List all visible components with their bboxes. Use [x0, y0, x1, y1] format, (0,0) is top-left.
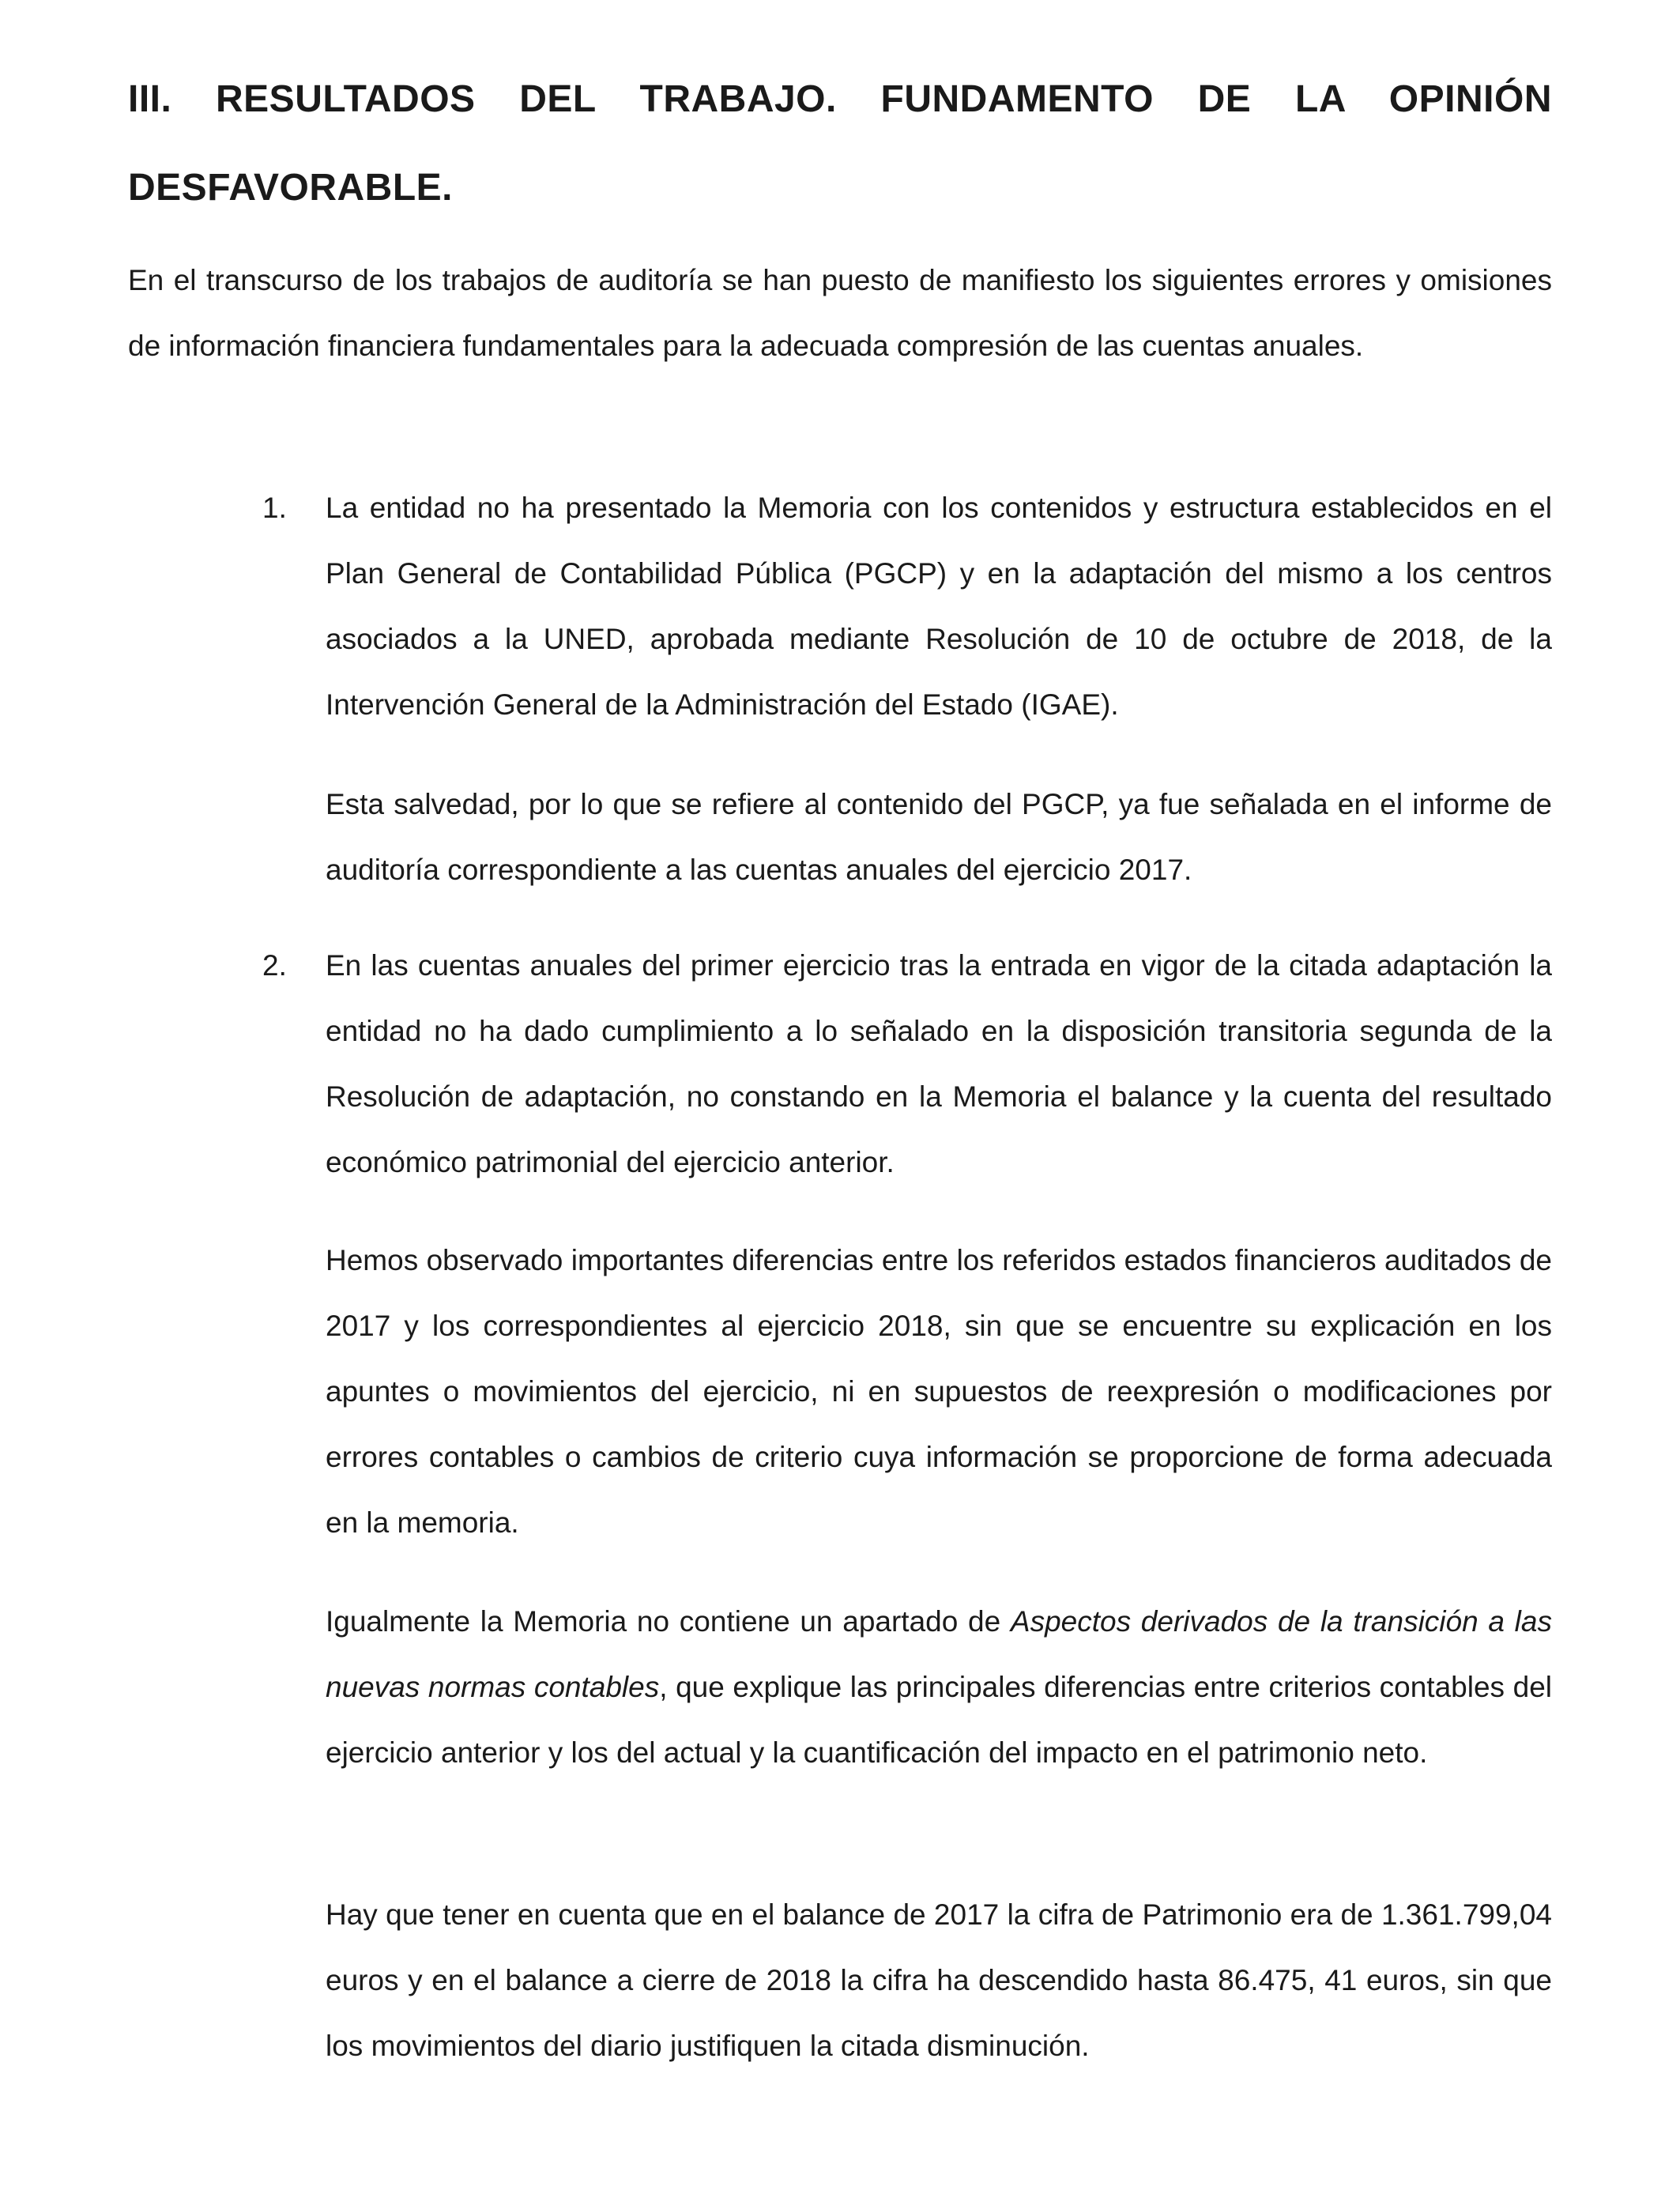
item-2-paragraph-4: Hay que tener en cuenta que en el balance de 2017 la cifra de Patrimonio era de 1.361.799,04 euros y en el balance a cierre de 2018 la cifra ha descendido hasta 86.475, 41 euros, sin que los movimientos del diario justifiquen la citada disminución. — [326, 1898, 1552, 2062]
heading-line-2: DESFAVORABLE. — [128, 167, 453, 209]
para3-after: , que explique las principales diferencias entre criterios contables del ejercicio anterior y los del actual y la cuantificación del impacto en el patrimonio neto. — [326, 1671, 1552, 1769]
list-item-2-paragraph-3-block — [326, 1589, 1552, 1785]
item-2-paragraph-3 — [326, 1589, 1552, 1785]
list-item-1 — [262, 475, 1552, 737]
para3-before: Igualmente la Memoria no contiene un apartado de — [326, 1605, 1011, 1638]
item-1-paragraph-2: Esta salvedad, por lo que se refiere al contenido del PGCP, ya fue señalada en el informe de auditoría correspondiente a las cuentas anuales del ejercicio 2017. — [326, 788, 1552, 886]
list-item-2-paragraph-2-block — [326, 1227, 1552, 1555]
list-item-number: 1. — [262, 492, 287, 524]
item-2-paragraph-2: Hemos observado importantes diferencias entre los referidos estados financieros auditados de 2017 y los correspondientes al ejercicio 2018, sin que se encuentre su explicación en los apuntes o movimientos del ejercicio, ni en supuestos de reexpresión o modificaciones por errores contables o cambios de criterio cuya información se proporcione de forma adecuada en la memoria. — [326, 1244, 1552, 1539]
heading-line-1: III. RESULTADOS DEL TRABAJO. FUNDAMENTO DE LA OPINIÓN — [128, 78, 1552, 120]
item-2-paragraph-1: En las cuentas anuales del primer ejercicio tras la entrada en vigor de la citada adaptación la entidad no ha dado cumplimiento a lo señalado en la disposición transitoria segunda de la Resolución de adaptación, no constando en la Memoria el balance y la cuenta del resultado económico patrimonial del ejercicio anterior. — [326, 949, 1552, 1178]
intro-paragraph: En el transcurso de los trabajos de auditoría se han puesto de manifiesto los siguientes errores y omisiones de información financiera fundamentales para la adecuada compresión de las cuentas anuales. — [128, 264, 1552, 362]
section-heading — [128, 55, 1552, 232]
list-item-1-continuation — [326, 771, 1552, 903]
para3-italic-title: Aspectos derivados de la transición a las nuevas normas contables — [326, 1605, 1552, 1703]
list-item-2 — [262, 933, 1552, 1195]
item-1-paragraph-1: La entidad no ha presentado la Memoria con los contenidos y estructura establecidos en el Plan General de Contabilidad Pública (PGCP) y en la adaptación del mismo a los centros asociados a la UNED, aprobada mediante Resolución de 10 de octubre de 2018, de la Intervención General de la Administración del Estado (IGAE). — [326, 492, 1552, 721]
list-item-2-paragraph-4-block — [326, 1882, 1552, 2079]
list-item-number: 2. — [262, 949, 287, 982]
